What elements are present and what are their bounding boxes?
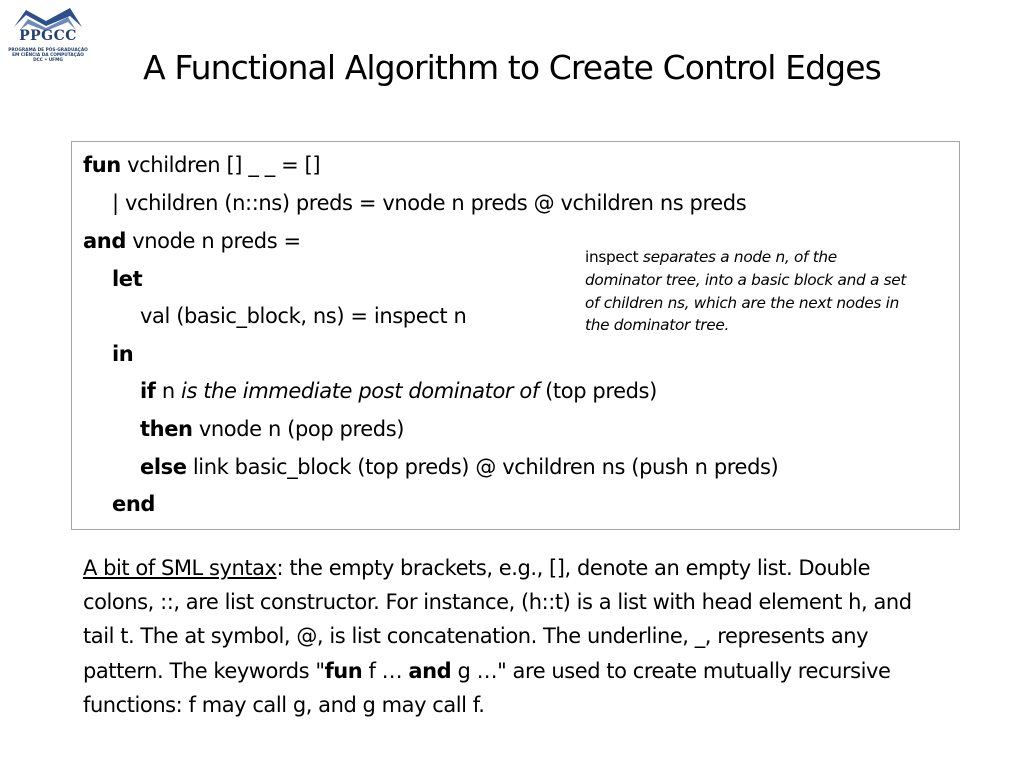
slide-title: A Functional Algorithm to Create Control Edges xyxy=(143,48,881,87)
note-text: separates a node n, of the dominator tree, into a basic block and a set of children ns, which are the next nodes in the dominator tree. xyxy=(585,248,907,335)
code-line xyxy=(83,229,301,253)
code-line xyxy=(140,379,657,403)
keyword: fun xyxy=(83,153,121,177)
code-text: val (basic_block, ns) = inspect n xyxy=(140,304,467,328)
logo-subtitle-line: EM CIÊNCIA DA COMPUTAÇÃO xyxy=(12,53,84,58)
note-keyword: inspect xyxy=(585,248,639,266)
inspect-note xyxy=(585,246,907,337)
code-line xyxy=(140,455,778,479)
keyword: then xyxy=(140,417,193,441)
code-line xyxy=(112,191,746,215)
keyword: let xyxy=(112,267,143,291)
code-text: | vchildren (n::ns) preds = vnode n preds @ vchildren ns preds xyxy=(112,191,747,215)
code-text: vchildren [] _ _ = [] xyxy=(120,153,321,177)
keyword: and xyxy=(408,658,452,683)
code-text: n xyxy=(155,379,182,403)
code-text: vnode n (pop preds) xyxy=(192,417,405,441)
logo-name: PPGCC xyxy=(19,28,77,44)
code-line xyxy=(112,492,155,516)
syntax-text: f … xyxy=(362,658,409,683)
code-line xyxy=(140,304,466,328)
code-line xyxy=(112,342,133,366)
keyword: fun xyxy=(324,658,363,683)
code-text: vnode n preds = xyxy=(125,229,301,253)
logo-subtitle-line: DCC • UFMG xyxy=(33,58,63,63)
keyword: and xyxy=(83,229,126,253)
keyword: if xyxy=(140,379,156,403)
keyword: in xyxy=(112,342,134,366)
sml-syntax-explanation xyxy=(83,551,943,722)
code-line xyxy=(140,417,404,441)
syntax-text: g …" are used to create mutually recursive functions: f may call g, and g may call f. xyxy=(83,658,891,717)
keyword: else xyxy=(140,455,187,479)
code-text: link basic_block (top preds) @ vchildren ns (push n preds) xyxy=(186,455,779,479)
code-line xyxy=(112,267,142,291)
code-text: (top preds) xyxy=(538,379,657,403)
logo-subtitle-line: PROGRAMA DE PÓS-GRADUAÇÃO xyxy=(8,48,88,53)
keyword: end xyxy=(112,492,156,516)
syntax-heading: A bit of SML syntax xyxy=(83,556,277,580)
code-italic-text: is the immediate post dominator of xyxy=(181,379,539,403)
code-line xyxy=(83,153,320,177)
syntax-text: : the empty brackets, e.g., [], denote an empty list. Double colons, ::, are list constructor. For instance, (h::t) is a list with head element h, and tail t. The at symbol, @, is list concatenation. The underline, _, represents any pattern. The keywords " xyxy=(83,556,912,683)
